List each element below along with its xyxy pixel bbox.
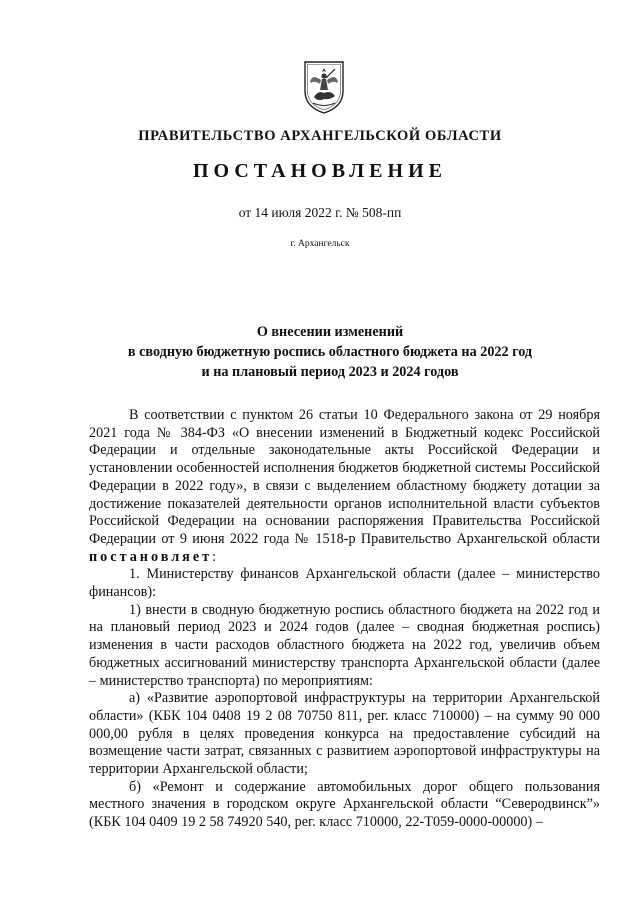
document-city: г. Архангельск bbox=[290, 239, 350, 249]
paragraph: 1. Министерству финансов Архангельской области (далее – министерство финансов): bbox=[89, 566, 600, 601]
coat-of-arms-icon bbox=[302, 59, 346, 115]
title-line: О внесении изменений bbox=[256, 324, 404, 340]
paragraph: а) «Развитие аэропортовой инфраструктуры на территории Архангельской области» (КБК 104 0408 19 2 08 70750 811, рег. класс 710000) – на сумму 90 000 000,00 рубля в целях проведения конкурса на предоставление субсидий на возмещение части затрат, связанных с развитием аэропортовой инфраструктуры на территории Архангельской области; bbox=[89, 690, 600, 778]
paragraph: б) «Ремонт и содержание автомобильных дорог общего пользования местного значения в городском округе Архангельской области “Северодвинск”» (КБК 104 0409 19 2 58 74920 540, рег. класс 710000, 22-Т059-0000-00000) – bbox=[89, 778, 600, 831]
title-line: в сводную бюджетную роспись областного бюджета на 2022 год bbox=[127, 344, 533, 360]
document-title bbox=[70, 322, 590, 382]
organization-name: ПРАВИТЕЛЬСТВО АРХАНГЕЛЬСКОЙ ОБЛАСТИ bbox=[138, 128, 502, 144]
document-date-number: от 14 июля 2022 г. № 508-пп bbox=[238, 205, 402, 220]
document-body bbox=[89, 407, 600, 832]
preamble-text: В соответствии с пунктом 26 статьи 10 Федерального закона от 29 ноября 2021 года № 384-ФЗ «О внесении изменений в Бюджетный кодекс Российской Федерации и отдельные законодательные акты Российской Федерации и установлении особенностей исполнения бюджетов бюджетной системы Российской Федерации в 2022 году», в связи с выделением областному бюджету дотации за достижение показателей деятельности органов исполнительной власти субъектов Российской Федерации на основании распоряжения Правительства Российской Федерации от 9 июня 2022 года № 1518-р Правительство Архангельской области bbox=[89, 407, 600, 547]
preamble-paragraph bbox=[89, 407, 600, 566]
decree-word: постановляет bbox=[89, 548, 213, 565]
preamble-end: : bbox=[212, 548, 217, 565]
document-type: ПОСТАНОВЛЕНИЕ bbox=[193, 160, 447, 182]
title-line: и на плановый период 2023 и 2024 годов bbox=[201, 364, 459, 380]
paragraph: 1) внести в сводную бюджетную роспись областного бюджета на 2022 год и на плановый период 2023 и 2024 годов (далее – сводная бюджетная роспись) изменения в части расходов областного бюджета на 2022 год, увеличив объем бюджетных ассигнований министерству транспорта Архангельской области (далее – министерство транспорта) по мероприятиям: bbox=[89, 601, 600, 689]
